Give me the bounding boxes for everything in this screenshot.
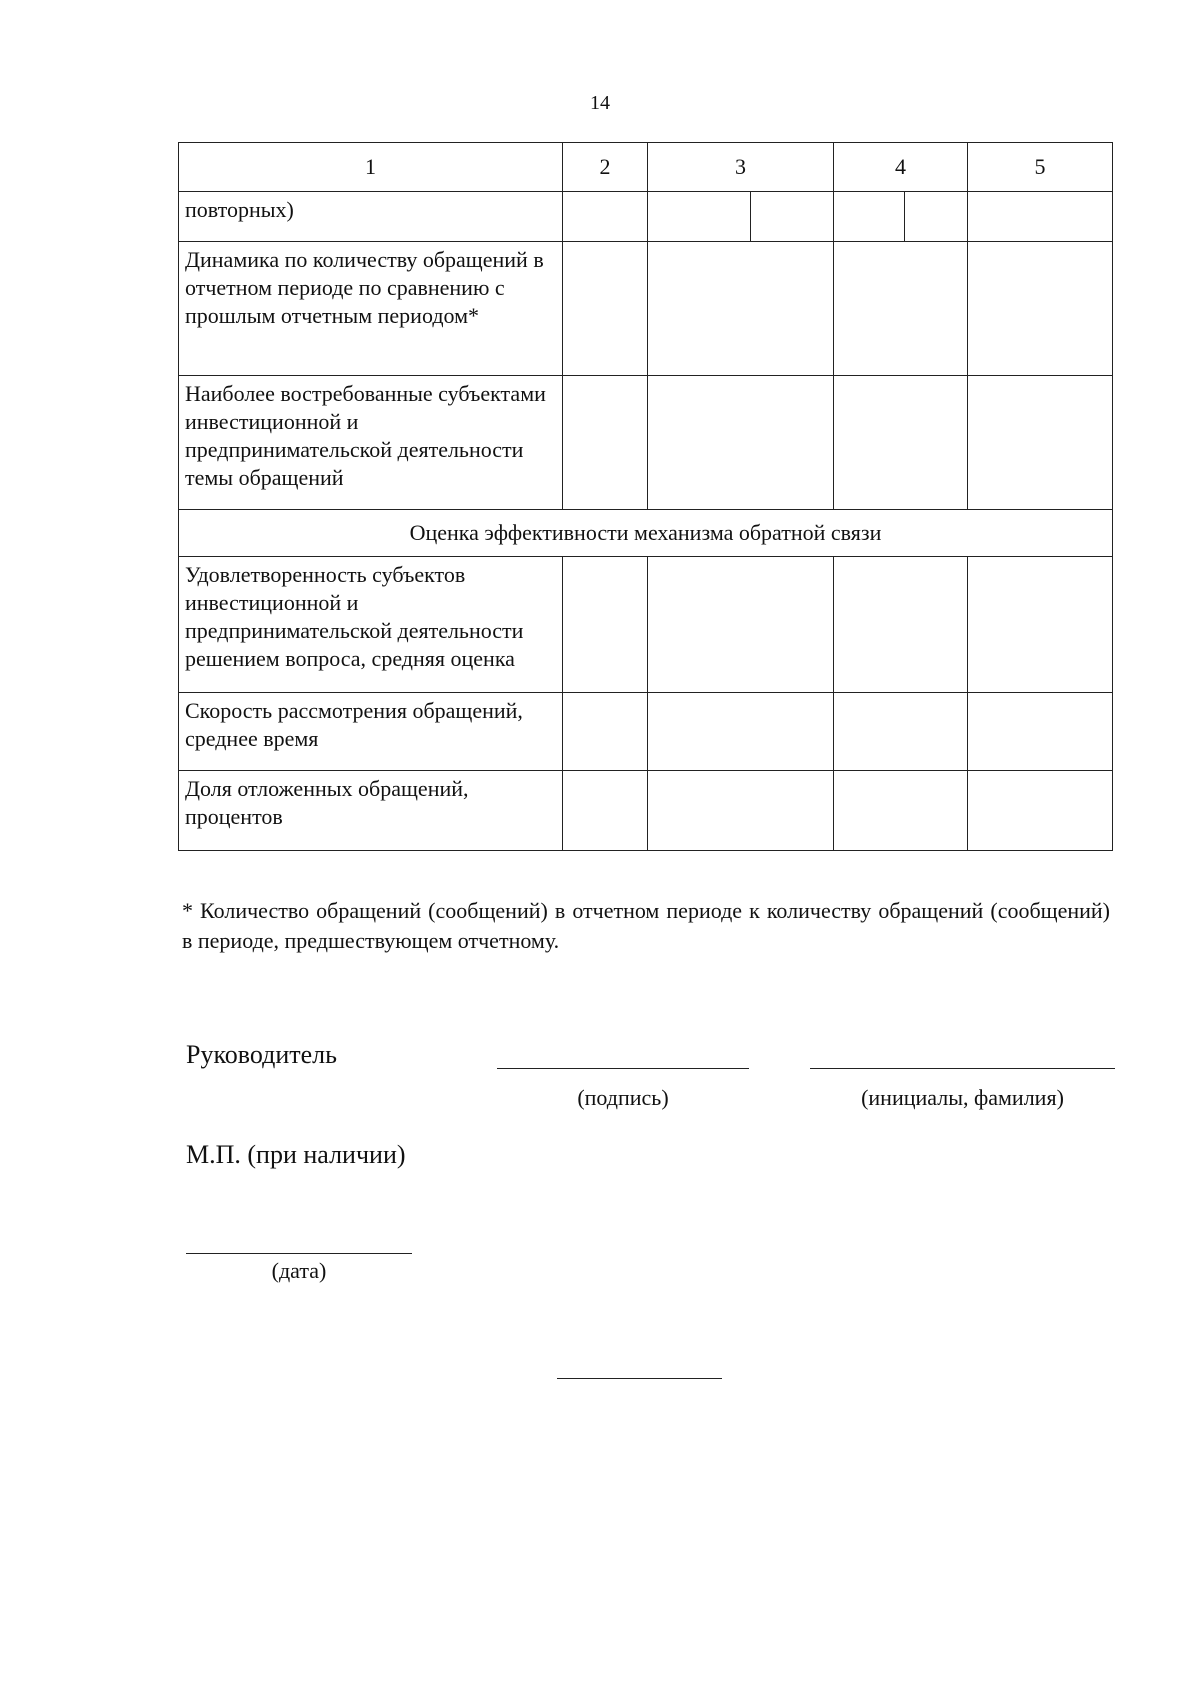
column-header-5: 5 — [968, 143, 1113, 192]
row-label-dynamics: Динамика по количеству обращений в отчетном периоде по сравнению с прошлым отчетным периодом* — [179, 242, 563, 376]
table-cell — [968, 771, 1113, 851]
row-label-repeated: повторных) — [179, 192, 563, 242]
table-cell — [834, 557, 968, 693]
table-row — [179, 557, 1113, 693]
table-cell — [648, 242, 834, 376]
table-header-row — [179, 143, 1113, 192]
column-header-2: 2 — [563, 143, 648, 192]
signature-line — [497, 1068, 749, 1069]
table-cell — [563, 771, 648, 851]
table-cell — [563, 242, 648, 376]
table-cell — [563, 376, 648, 510]
section-title: Оценка эффективности механизма обратной связи — [179, 510, 1113, 557]
table-cell — [648, 376, 834, 510]
date-line — [186, 1253, 412, 1254]
table-cell — [968, 242, 1113, 376]
table-cell-split — [834, 192, 968, 242]
page-number: 14 — [590, 92, 610, 114]
table-cell — [648, 557, 834, 693]
column-header-1: 1 — [179, 143, 563, 192]
row-label-review-speed: Скорость рассмотрения обращений, среднее время — [179, 693, 563, 771]
row-label-popular-topics: Наиболее востребованные субъектами инвестиционной и предпринимательской деятельности темы обращений — [179, 376, 563, 510]
cell-divider — [750, 192, 751, 241]
table-cell — [834, 376, 968, 510]
footnote: * Количество обращений (сообщений) в отчетном периоде к количеству обращений (сообщений) в периоде, предшествующем отчетному. — [182, 898, 1110, 953]
row-label-satisfaction: Удовлетворенность субъектов инвестиционной и предпринимательской деятельности решением вопроса, средняя оценка — [179, 557, 563, 693]
stamp-note: М.П. (при наличии) — [186, 1140, 406, 1169]
name-line — [810, 1068, 1115, 1069]
table-cell — [968, 192, 1113, 242]
table-row — [179, 771, 1113, 851]
table-row — [179, 242, 1113, 376]
signature-caption: (подпись) — [577, 1085, 669, 1110]
cell-divider — [904, 192, 905, 241]
table-cell — [648, 771, 834, 851]
table-cell — [563, 693, 648, 771]
table-cell — [968, 376, 1113, 510]
signature-title: Руководитель — [186, 1040, 337, 1069]
table-cell — [834, 771, 968, 851]
table-cell-split — [648, 192, 834, 242]
column-header-3: 3 — [648, 143, 834, 192]
table-cell — [563, 557, 648, 693]
table-cell — [563, 192, 648, 242]
end-of-document-line — [557, 1378, 722, 1379]
row-label-postponed-share: Доля отложенных обращений, процентов — [179, 771, 563, 851]
table-cell — [834, 242, 968, 376]
table-row — [179, 693, 1113, 771]
section-row — [179, 510, 1113, 557]
table-row — [179, 376, 1113, 510]
table-row — [179, 192, 1113, 242]
name-caption: (инициалы, фамилия) — [861, 1085, 1064, 1110]
table-cell — [834, 693, 968, 771]
report-table — [178, 142, 1113, 851]
table-cell — [648, 693, 834, 771]
column-header-4: 4 — [834, 143, 968, 192]
table-cell — [968, 693, 1113, 771]
table-cell — [968, 557, 1113, 693]
date-caption: (дата) — [271, 1258, 327, 1283]
